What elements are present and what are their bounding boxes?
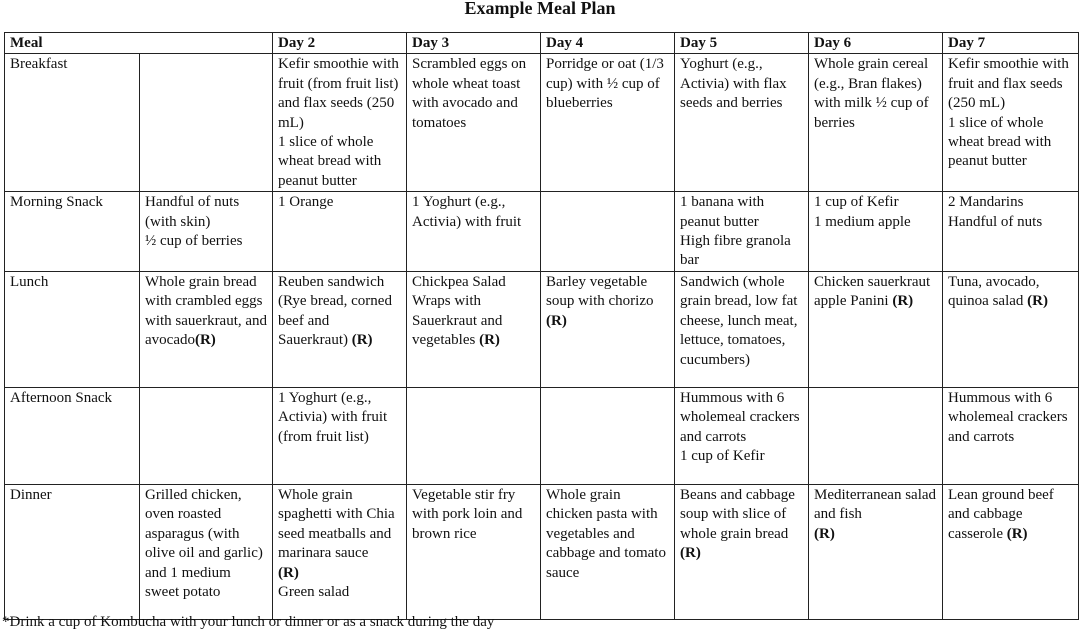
table-cell-day1 xyxy=(140,54,273,192)
cell-text: Reuben sandwich (Rye bread, corned beef and Sauerkraut) xyxy=(278,273,392,349)
cell-text: Handful of nuts (with skin) ½ cup of berries xyxy=(145,194,243,250)
table-cell-day3: 1 Yoghurt (e.g., Activia) with fruit xyxy=(407,192,541,272)
cell-text: Whole grain bread with crambled eggs with sauerkraut, and avocado xyxy=(145,273,268,349)
table-cell-day5: Sandwich (whole grain bread, low fat cheese, lunch meat, lettuce, tomatoes, cucumbers) xyxy=(675,271,809,387)
table-cell-day5 xyxy=(675,387,809,484)
recipe-marker: (R) xyxy=(351,332,373,349)
cell-text: Barley vegetable soup with chorizo xyxy=(546,273,654,310)
cell-text: 2 Mandarins Handful of nuts xyxy=(948,194,1043,230)
table-cell-day3 xyxy=(407,387,541,484)
column-header-day3: Day 3 xyxy=(407,33,541,54)
table-cell-day1: Grilled chicken, oven roasted asparagus (with olive oil and garlic) and 1 medium sweet potato xyxy=(140,484,273,619)
table-cell-day5 xyxy=(675,192,809,272)
table-row-morning-snack xyxy=(5,192,1079,272)
table-cell-day7 xyxy=(943,271,1079,387)
table-cell-day7 xyxy=(943,484,1079,619)
table-cell-day4 xyxy=(541,192,675,272)
table-cell-day2 xyxy=(273,271,407,387)
cell-text: Chickpea Salad Wraps with Sauerkraut and vegetables xyxy=(412,273,506,349)
recipe-marker: (R) xyxy=(892,293,914,310)
header-row xyxy=(5,33,1079,54)
cell-text: 1 cup of Kefir 1 medium apple xyxy=(814,194,911,230)
table-cell-day6 xyxy=(809,387,943,484)
page-title: Example Meal Plan xyxy=(464,0,616,18)
recipe-marker: (R) xyxy=(680,545,701,562)
column-header-day4: Day 4 xyxy=(541,33,675,54)
table-row-dinner xyxy=(5,484,1079,619)
recipe-marker: (R) xyxy=(479,332,500,349)
footnote: *Drink a cup of Kombucha with your lunch or dinner or as a snack during the day xyxy=(2,614,495,630)
table-row-afternoon-snack xyxy=(5,387,1079,484)
table-cell-day6: Whole grain cereal (e.g., Bran flakes) with milk ½ cup of berries xyxy=(809,54,943,192)
table-cell-day7: Hummous with 6 wholemeal crackers and carrots xyxy=(943,387,1079,484)
table-cell-day6 xyxy=(809,192,943,272)
table-cell-day6 xyxy=(809,271,943,387)
table-cell-day7 xyxy=(943,54,1079,192)
cell-text: Whole grain spaghetti with Chia seed meatballs and marinara sauce xyxy=(278,486,395,562)
recipe-marker: (R) xyxy=(1006,525,1028,542)
table-cell-day5: Yoghurt (e.g., Activia) with flax seeds and berries xyxy=(675,54,809,192)
cell-text: Hummous with 6 wholemeal crackers and carrots 1 cup of Kefir xyxy=(680,389,800,465)
recipe-marker: (R) xyxy=(814,525,835,542)
table-cell-day4 xyxy=(541,271,675,387)
meal-label: Lunch xyxy=(5,271,140,387)
table-cell-day1 xyxy=(140,387,273,484)
column-header-day7: Day 7 xyxy=(943,33,1079,54)
column-header-day5: Day 5 xyxy=(675,33,809,54)
table-cell-day7 xyxy=(943,192,1079,272)
meal-plan-table xyxy=(4,32,1079,620)
recipe-marker: (R) xyxy=(1027,293,1048,310)
table-cell-day2: 1 Orange xyxy=(273,192,407,272)
table-cell-day2 xyxy=(273,484,407,619)
table-cell-day3 xyxy=(407,271,541,387)
cell-text: Kefir smoothie with fruit and flax seeds (250 mL) 1 slice of whole wheat bread with peanut butter xyxy=(948,56,1069,170)
table-cell-day5 xyxy=(675,484,809,619)
column-header-day2: Day 2 xyxy=(273,33,407,54)
table-row-breakfast xyxy=(5,54,1079,192)
cell-text: Tuna, avocado, quinoa salad xyxy=(948,273,1040,310)
cell-text: Beans and cabbage soup with slice of whole grain bread xyxy=(680,486,795,542)
table-cell-day1 xyxy=(140,192,273,272)
table-cell-day4: Porridge or oat (1/3 cup) with ½ cup of blueberries xyxy=(541,54,675,192)
table-cell-day6 xyxy=(809,484,943,619)
meal-label: Dinner xyxy=(5,484,140,619)
recipe-marker: (R) xyxy=(194,332,216,349)
column-header-meal: Meal xyxy=(5,33,273,54)
cell-text: Chicken sauerkraut apple Panini xyxy=(814,273,931,310)
meal-label: Afternoon Snack xyxy=(5,387,140,484)
table-cell-day4 xyxy=(541,387,675,484)
table-cell-day2: 1 Yoghurt (e.g., Activia) with fruit (from fruit list) xyxy=(273,387,407,484)
table-cell-day4: Whole grain chicken pasta with vegetables and cabbage and tomato sauce xyxy=(541,484,675,619)
table-cell-day3: Scrambled eggs on whole wheat toast with avocado and tomatoes xyxy=(407,54,541,192)
table-cell-day2 xyxy=(273,54,407,192)
column-header-day6: Day 6 xyxy=(809,33,943,54)
table-cell-day1 xyxy=(140,271,273,387)
table-row-lunch xyxy=(5,271,1079,387)
cell-text: Kefir smoothie with fruit (from fruit list) and flax seeds (250 mL) 1 slice of whole wheat bread with peanut butter xyxy=(278,56,399,189)
cell-text: Lean ground beef and cabbage casserole xyxy=(948,486,1054,542)
recipe-marker: (R) xyxy=(546,312,567,329)
recipe-marker: (R) xyxy=(278,564,299,581)
meal-label: Breakfast xyxy=(5,54,140,192)
meal-label: Morning Snack xyxy=(5,192,140,272)
table-cell-day3: Vegetable stir fry with pork loin and brown rice xyxy=(407,484,541,619)
cell-text: Mediterranean salad and fish xyxy=(814,486,937,523)
cell-text-extra: Green salad xyxy=(278,583,350,600)
cell-text: 1 banana with peanut butter High fibre granola bar xyxy=(680,194,791,269)
